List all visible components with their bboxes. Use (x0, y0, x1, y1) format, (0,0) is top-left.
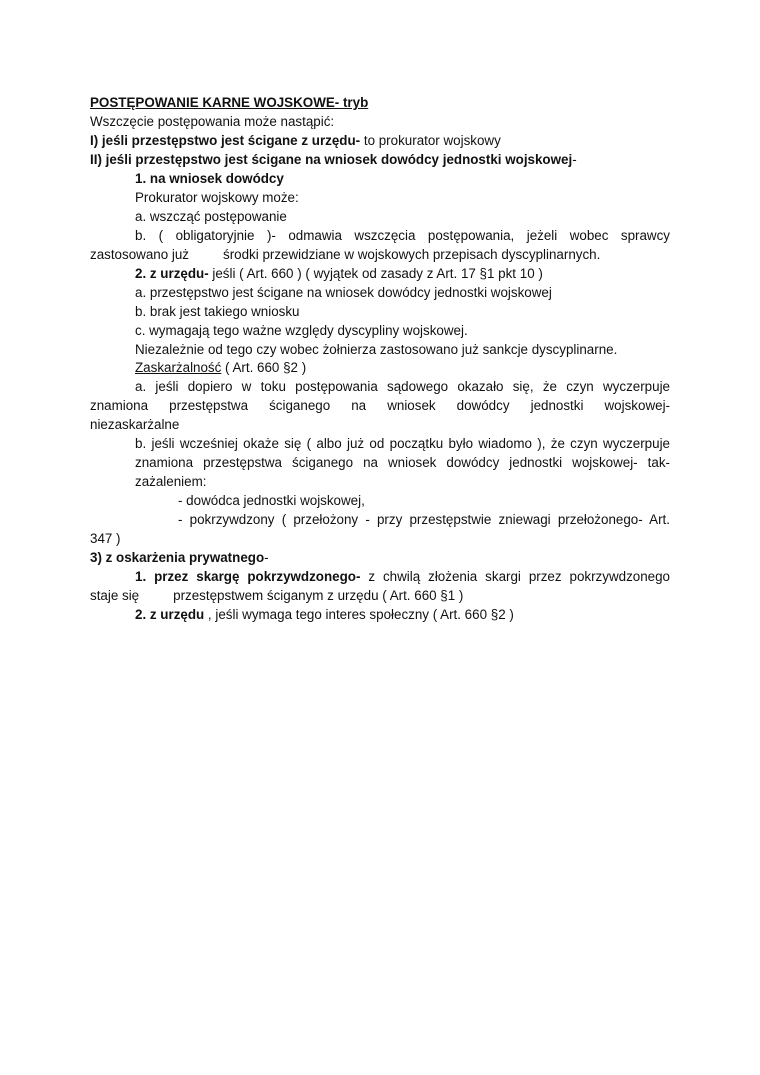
appealability-dash-2: - pokrzywdzony ( przełożony - przy przestępstwie zniewagi przełożonego- Art. (178, 512, 670, 527)
private-point-1-line1 (135, 567, 670, 586)
mode-iii-text: - (264, 550, 269, 565)
private-point-2-line (135, 605, 670, 624)
appealability-dash-1: - dowódca jednostki wojskowej, (178, 493, 365, 508)
appealability-b-line1: b. jeśli wcześniej okaże się ( albo już od początku było wiadomo ), że czyn wyczerpuje (135, 436, 670, 451)
section-2-heading-text: jeśli ( Art. 660 ) ( wyjątek od zasady z Art. 17 §1 pkt 10 ) (208, 266, 543, 281)
section-1-point-b-line2 (90, 245, 670, 264)
mode-i-label: I) jeśli przestępstwo jest ścigane z urzędu- (90, 133, 361, 148)
mode-iii-line (90, 548, 670, 567)
appealability-heading: Zaskarżalność (135, 360, 222, 375)
private-point-1-label: 1. przez skargę pokrzywdzonego- (135, 569, 361, 584)
appealability-a-line3: niezaskarżalne (90, 417, 180, 432)
mode-iii-label: 3) z oskarżenia prywatnego (90, 550, 265, 565)
section-2-heading: 2. z urzędu- (135, 266, 209, 281)
appealability-reference: ( Art. 660 §2 ) (221, 360, 307, 375)
mode-i-text: to prokurator wojskowy (360, 133, 501, 148)
appealability-dash-2-end: 347 ) (90, 531, 121, 546)
section-1-point-b-line2b: środki przewidziane w wojskowych przepisach dyscyplinarnych. (223, 247, 601, 262)
private-point-2-text: , jeśli wymaga tego interes społeczny ( Art. 660 §2 ) (204, 607, 514, 622)
private-point-1-line2b: przestępstwem ściganym z urzędu ( Art. 660 §1 ) (173, 588, 464, 603)
private-point-1-text: z chwilą złożenia skargi przez pokrzywdzonego (360, 569, 670, 584)
section-1-heading: 1. na wniosek dowódcy (135, 171, 284, 186)
appealability-b-line3: zażaleniem: (135, 474, 207, 489)
section-1-paragraph: Prokurator wojskowy może: (135, 190, 299, 205)
section-2-heading-line (135, 264, 670, 283)
section-2-point-c: c. wymagają tego ważne względy dyscypliny wojskowej. (135, 323, 468, 338)
private-point-1-line2 (90, 586, 670, 605)
section-2-point-a: a. przestępstwo jest ścigane na wniosek dowódcy jednostki wojskowej (135, 285, 552, 300)
private-point-2-label: 2. z urzędu (135, 607, 205, 622)
appealability-a-line2: znamiona przestępstwa ściganego na wniosek dowódcy jednostki wojskowej- (90, 398, 670, 413)
appealability-b-line2: znamiona przestępstwa ściganego na wniosek dowódcy jednostki wojskowej- tak- (135, 455, 670, 470)
section-1-point-b-line2a: zastosowano już (90, 247, 189, 262)
intro-line: Wszczęcie postępowania może nastąpić: (90, 114, 335, 129)
section-2-note: Niezależnie od tego czy wobec żołnierza zastosowano już sankcje dyscyplinarne. (135, 342, 618, 357)
mode-ii-text: - (572, 152, 577, 167)
section-1-point-b-line1: b. ( obligatoryjnie )- odmawia wszczęcia postępowania, jeżeli wobec sprawcy (135, 228, 670, 243)
mode-i-line (90, 131, 670, 150)
appealability-a-line1: a. jeśli dopiero w toku postępowania sądowego okazało się, że czyn wyczerpuje (135, 379, 670, 394)
appealability-line (135, 358, 670, 377)
mode-ii-label: II) jeśli przestępstwo jest ścigane na wniosek dowódcy jednostki wojskowej (90, 152, 573, 167)
document-title: POSTĘPOWANIE KARNE WOJSKOWE- tryb (90, 95, 369, 110)
mode-ii-line (90, 150, 670, 169)
section-1-point-a: a. wszcząć postępowanie (135, 209, 287, 224)
section-2-point-b: b. brak jest takiego wniosku (135, 304, 300, 319)
private-point-1-line2a: staje się (90, 588, 140, 603)
